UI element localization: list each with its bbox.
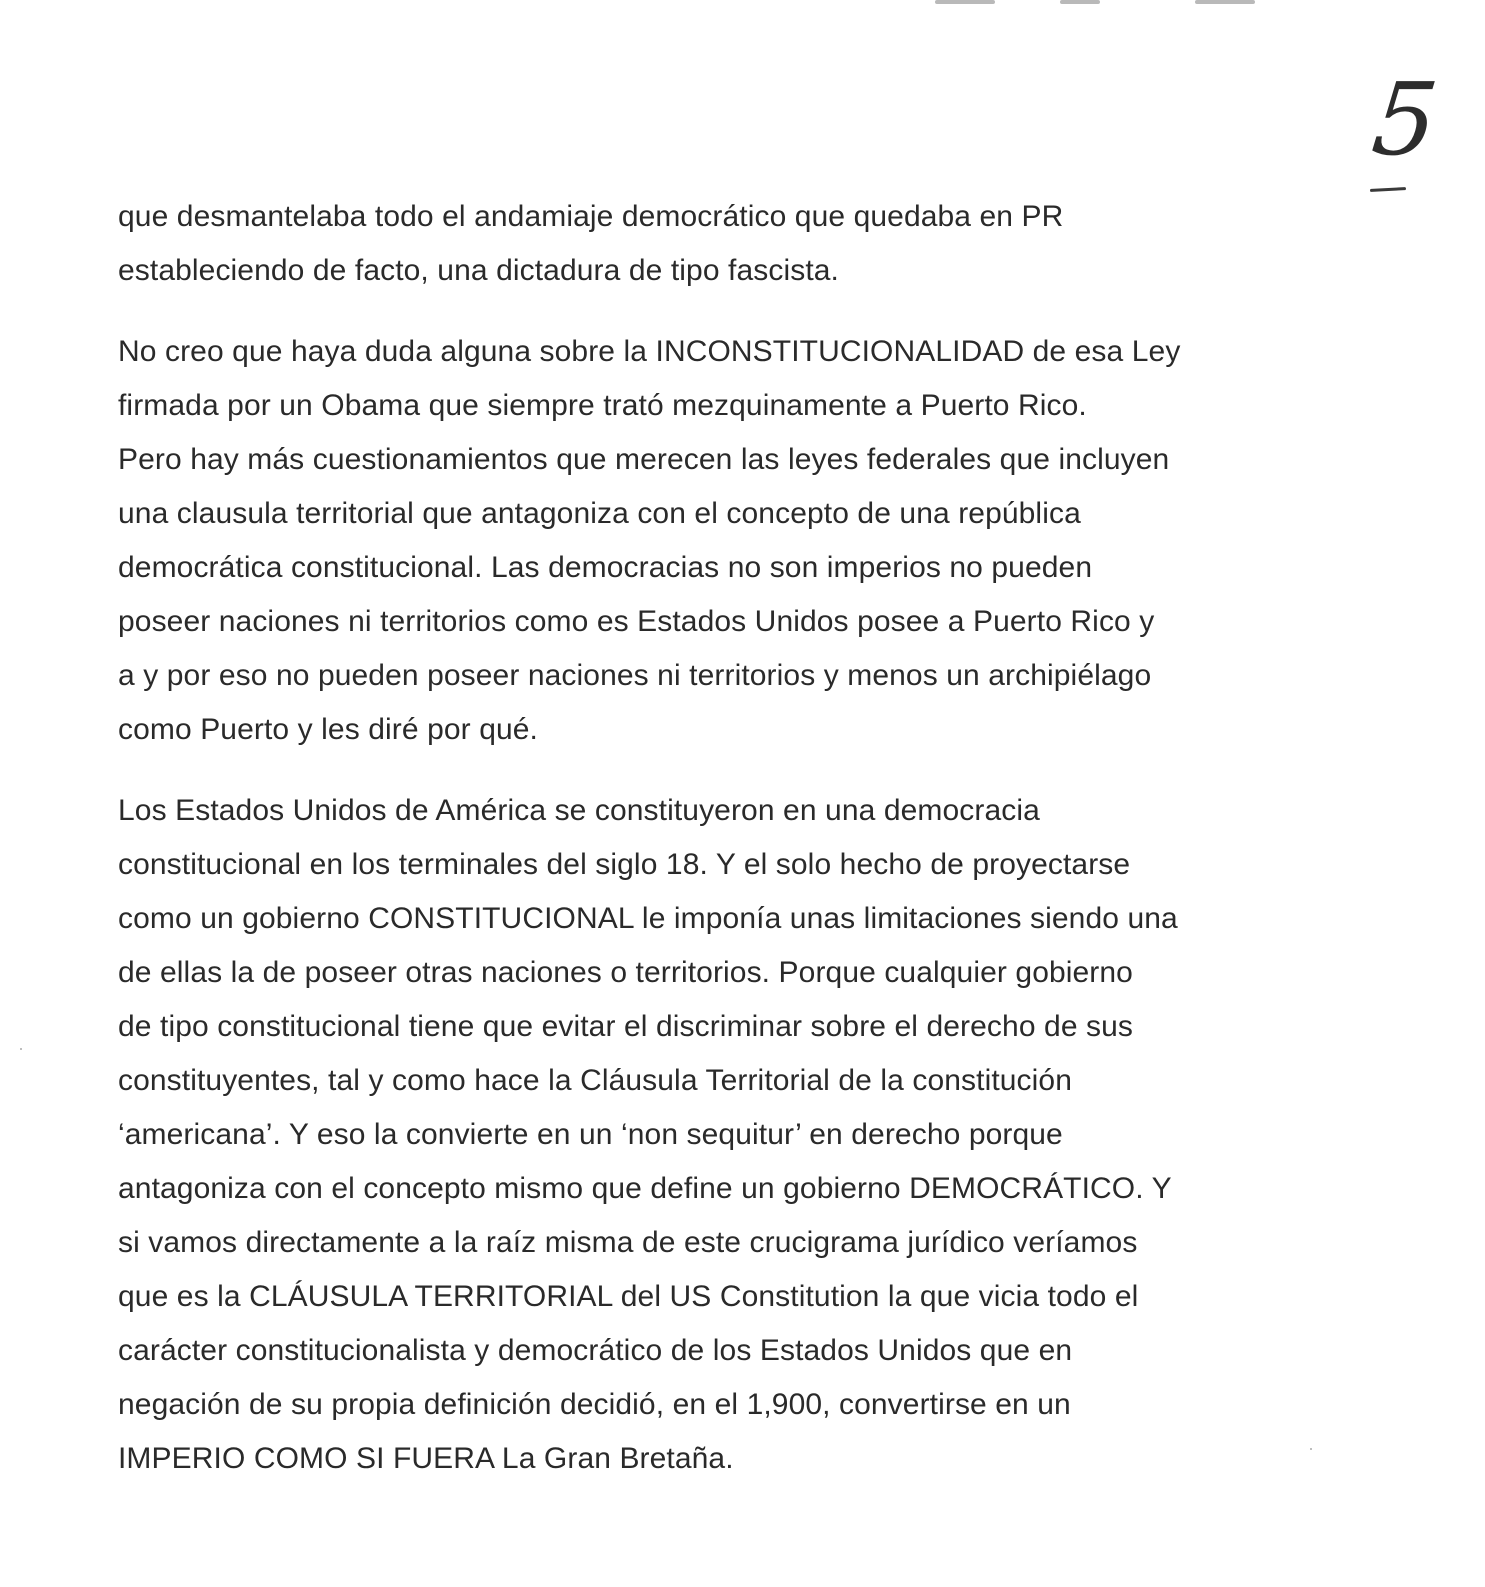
paragraph-1 xyxy=(118,190,1358,298)
scan-speck xyxy=(1310,1448,1312,1450)
text-line: estableciendo de facto, una dictadura de tipo fascista. xyxy=(118,254,839,287)
text-line: negación de su propia definición decidió, en el 1,900, convertirse en un xyxy=(118,1388,1071,1421)
text-line: una clausula territorial que antagoniza con el concepto de una república xyxy=(118,497,1081,530)
text-line: Pero hay más cuestionamientos que merecen las leyes federales que incluyen xyxy=(118,443,1170,476)
text-line: si vamos directamente a la raíz misma de este crucigrama jurídico veríamos xyxy=(118,1226,1138,1259)
handwritten-page-number xyxy=(1360,61,1450,200)
text-line: constitucional en los terminales del siglo 18. Y el solo hecho de proyectarse xyxy=(118,848,1131,881)
page-number-value: 5 xyxy=(1367,61,1444,178)
text-line: que desmantelaba todo el andamiaje democrático que quedaba en PR xyxy=(118,200,1064,233)
scan-artifact xyxy=(1060,0,1100,4)
scan-artifact xyxy=(1195,0,1255,4)
text-line: IMPERIO COMO SI FUERA La Gran Bretaña. xyxy=(118,1442,734,1475)
text-line: a y por eso no pueden poseer naciones ni territorios y menos un archipiélago xyxy=(118,659,1152,692)
text-line: de tipo constitucional tiene que evitar el discriminar sobre el derecho de sus xyxy=(118,1010,1134,1043)
text-line: ‘americana’. Y eso la convierte en un ‘non sequitur’ en derecho porque xyxy=(118,1118,1063,1151)
text-line: como Puerto y les diré por qué. xyxy=(118,713,538,746)
paragraph-2 xyxy=(118,325,1358,757)
text-line: No creo que haya duda alguna sobre la INCONSTITUCIONALIDAD de esa Ley xyxy=(118,335,1181,368)
text-line: carácter constitucionalista y democrático de los Estados Unidos que en xyxy=(118,1334,1073,1367)
page-number-underline xyxy=(1370,187,1406,192)
paragraph-3 xyxy=(118,784,1358,1486)
scan-speck xyxy=(20,1048,22,1050)
scan-artifact xyxy=(935,0,995,4)
text-line: Los Estados Unidos de América se constituyeron en una democracia xyxy=(118,794,1040,827)
text-line: constituyentes, tal y como hace la Cláusula Territorial de la constitución xyxy=(118,1064,1072,1097)
text-line: de ellas la de poseer otras naciones o territorios. Porque cualquier gobierno xyxy=(118,956,1133,989)
text-line: antagoniza con el concepto mismo que define un gobierno DEMOCRÁTICO. Y xyxy=(118,1172,1172,1205)
text-line: democrática constitucional. Las democracias no son imperios no pueden xyxy=(118,551,1093,584)
document-body xyxy=(118,190,1358,1513)
text-line: poseer naciones ni territorios como es Estados Unidos posee a Puerto Rico y xyxy=(118,605,1155,638)
text-line: que es la CLÁUSULA TERRITORIAL del US Constitution la que vicia todo el xyxy=(118,1280,1139,1313)
text-line: firmada por un Obama que siempre trató mezquinamente a Puerto Rico. xyxy=(118,389,1087,422)
text-line: como un gobierno CONSTITUCIONAL le imponía unas limitaciones siendo una xyxy=(118,902,1178,935)
